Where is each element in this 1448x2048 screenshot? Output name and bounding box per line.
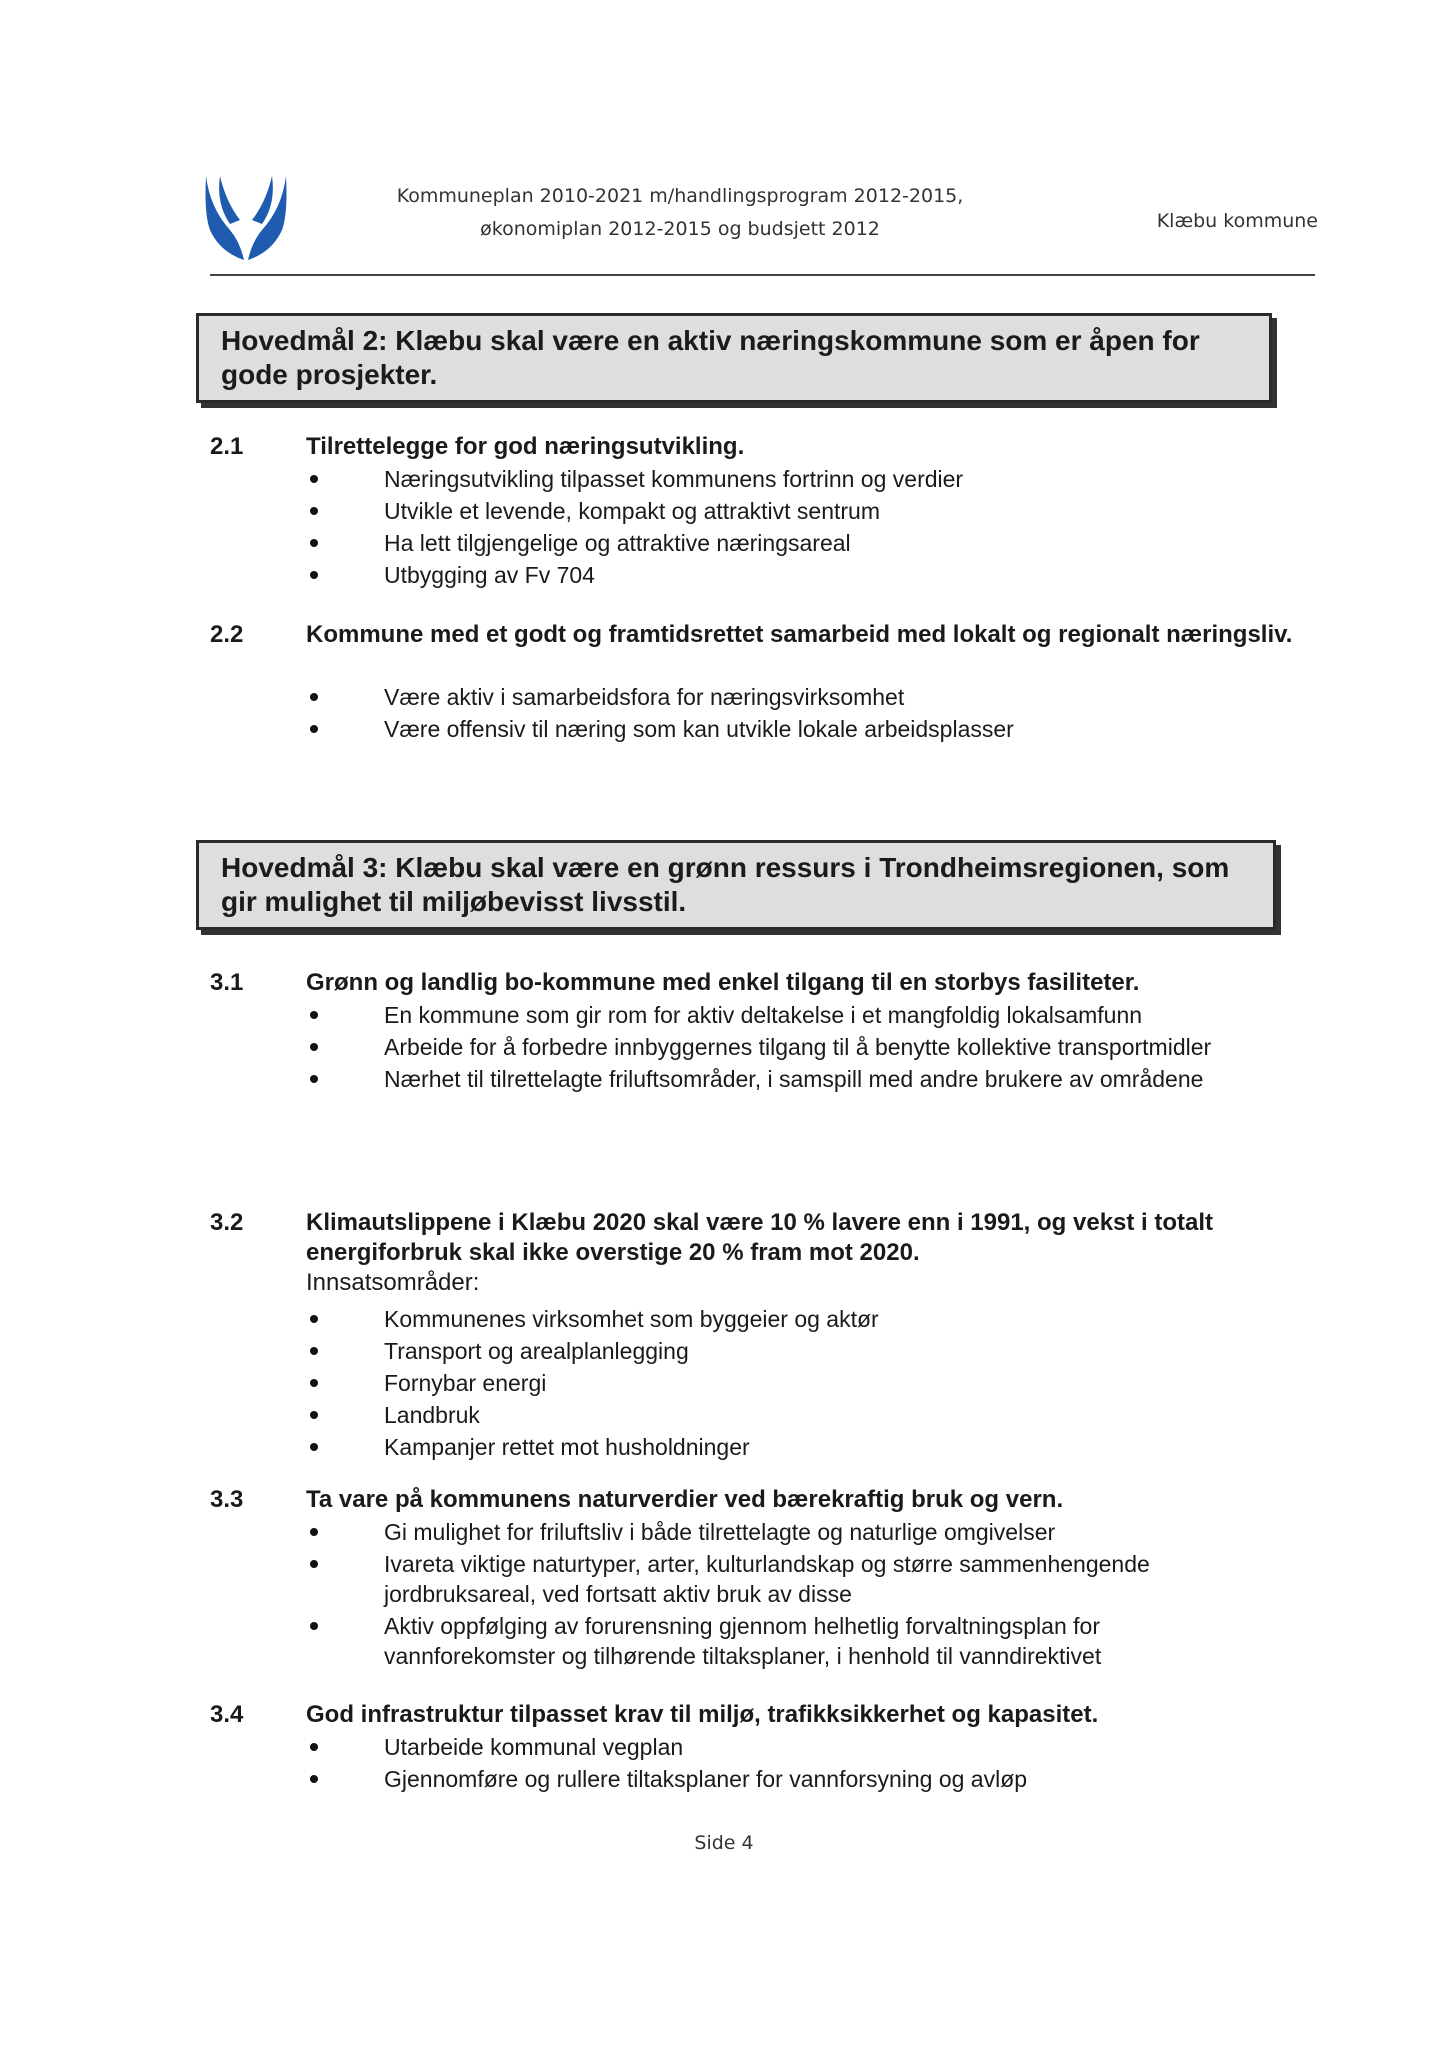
- bullet-icon: [310, 1011, 318, 1019]
- section-number: 3.2: [210, 1209, 244, 1236]
- list-item: Ivareta viktige naturtyper, arter, kulturlandskap og større sammenhengende jordbruksareal, ved fortsatt aktiv bruk av disse: [306, 1549, 1266, 1609]
- section-subtitle: Innsatsområder:: [306, 1269, 480, 1296]
- section-number: 3.4: [210, 1701, 244, 1728]
- section-number: 2.2: [210, 621, 244, 648]
- page-number: Side 4: [694, 1832, 754, 1854]
- bullet-icon: [310, 1315, 318, 1323]
- bullet-icon: [310, 1043, 318, 1051]
- bullet-list: [306, 1000, 1266, 1096]
- list-item: Kampanjer rettet mot husholdninger: [306, 1432, 1266, 1462]
- bullet-list: [306, 1304, 1266, 1464]
- bullet-icon: [310, 1560, 318, 1568]
- bullet-icon: [310, 1379, 318, 1387]
- bullet-icon: [310, 1743, 318, 1751]
- list-item: Være aktiv i samarbeidsfora for næringsvirksomhet: [306, 682, 1266, 712]
- bullet-icon: [310, 693, 318, 701]
- list-item: Kommunenes virksomhet som byggeier og aktør: [306, 1304, 1266, 1334]
- section-number: 3.1: [210, 969, 244, 996]
- section-number: 3.3: [210, 1486, 244, 1513]
- bullet-icon: [310, 725, 318, 733]
- bullet-icon: [310, 1528, 318, 1536]
- list-item: Utbygging av Fv 704: [306, 560, 1266, 590]
- list-item: Landbruk: [306, 1400, 1266, 1430]
- goal-3-heading: Hovedmål 3: Klæbu skal være en grønn ressurs i Trondheimsregionen, som gir mulighet til miljøbevisst livsstil.: [196, 840, 1276, 930]
- document-header: [330, 180, 1030, 246]
- section-number: 2.1: [210, 433, 244, 460]
- header-divider: [210, 274, 1315, 276]
- section-title: Kommune med et godt og framtidsrettet samarbeid med lokalt og regionalt næringsliv.: [306, 621, 1293, 648]
- section-title: Grønn og landlig bo-kommune med enkel tilgang til en storbys fasiliteter.: [306, 969, 1140, 996]
- bullet-icon: [310, 1411, 318, 1419]
- header-line-1: Kommuneplan 2010-2021 m/handlingsprogram 2012-2015,: [396, 185, 964, 207]
- section-title: Tilrettelegge for god næringsutvikling.: [306, 433, 745, 460]
- goal-2-heading: Hovedmål 2: Klæbu skal være en aktiv næringskommune som er åpen for gode prosjekter.: [196, 313, 1272, 403]
- section-title: Ta vare på kommunens naturverdier ved bærekraftig bruk og vern.: [306, 1486, 1064, 1513]
- list-item: Utvikle et levende, kompakt og attraktivt sentrum: [306, 496, 1266, 526]
- bullet-icon: [310, 507, 318, 515]
- bullet-list: [306, 464, 1266, 592]
- list-item: Aktiv oppfølging av forurensning gjennom helhetlig forvaltningsplan for vannforekomster og tilhørende tiltaksplaner, i henhold til vanndirektivet: [306, 1611, 1266, 1671]
- bullet-list: [306, 1732, 1266, 1796]
- bullet-icon: [310, 475, 318, 483]
- list-item: Ha lett tilgjengelige og attraktive næringsareal: [306, 528, 1266, 558]
- list-item: Nærhet til tilrettelagte friluftsområder, i samspill med andre brukere av områdene: [306, 1064, 1266, 1094]
- list-item: En kommune som gir rom for aktiv deltakelse i et mangfoldig lokalsamfunn: [306, 1000, 1266, 1030]
- list-item: Gjennomføre og rullere tiltaksplaner for vannforsyning og avløp: [306, 1764, 1266, 1794]
- section-title-text: Klimautslippene i Klæbu 2020 skal være 10 % lavere enn i 1991, og vekst i totalt energiforbruk skal ikke overstige 20 % fram mot 2020.: [306, 1209, 1214, 1266]
- list-item: Arbeide for å forbedre innbyggernes tilgang til å benytte kollektive transportmidler: [306, 1032, 1266, 1062]
- bullet-icon: [310, 1622, 318, 1630]
- bullet-list: [306, 1517, 1266, 1673]
- bullet-icon: [310, 571, 318, 579]
- municipality-coat-of-arms-icon: [200, 168, 292, 268]
- bullet-list: [306, 682, 1266, 746]
- list-item: Næringsutvikling tilpasset kommunens fortrinn og verdier: [306, 464, 1266, 494]
- bullet-icon: [310, 539, 318, 547]
- section-title: God infrastruktur tilpasset krav til miljø, trafikksikkerhet og kapasitet.: [306, 1701, 1099, 1728]
- bullet-icon: [310, 1775, 318, 1783]
- list-item: Være offensiv til næring som kan utvikle lokale arbeidsplasser: [306, 714, 1266, 744]
- section-title: [306, 1208, 1296, 1298]
- bullet-icon: [310, 1075, 318, 1083]
- list-item: Gi mulighet for friluftsliv i både tilrettelagte og naturlige omgivelser: [306, 1517, 1266, 1547]
- list-item: Transport og arealplanlegging: [306, 1336, 1266, 1366]
- bullet-icon: [310, 1443, 318, 1451]
- list-item: Fornybar energi: [306, 1368, 1266, 1398]
- bullet-icon: [310, 1347, 318, 1355]
- header-municipality: Klæbu kommune: [1156, 210, 1318, 232]
- header-line-2: økonomiplan 2012-2015 og budsjett 2012: [480, 218, 880, 240]
- list-item: Utarbeide kommunal vegplan: [306, 1732, 1266, 1762]
